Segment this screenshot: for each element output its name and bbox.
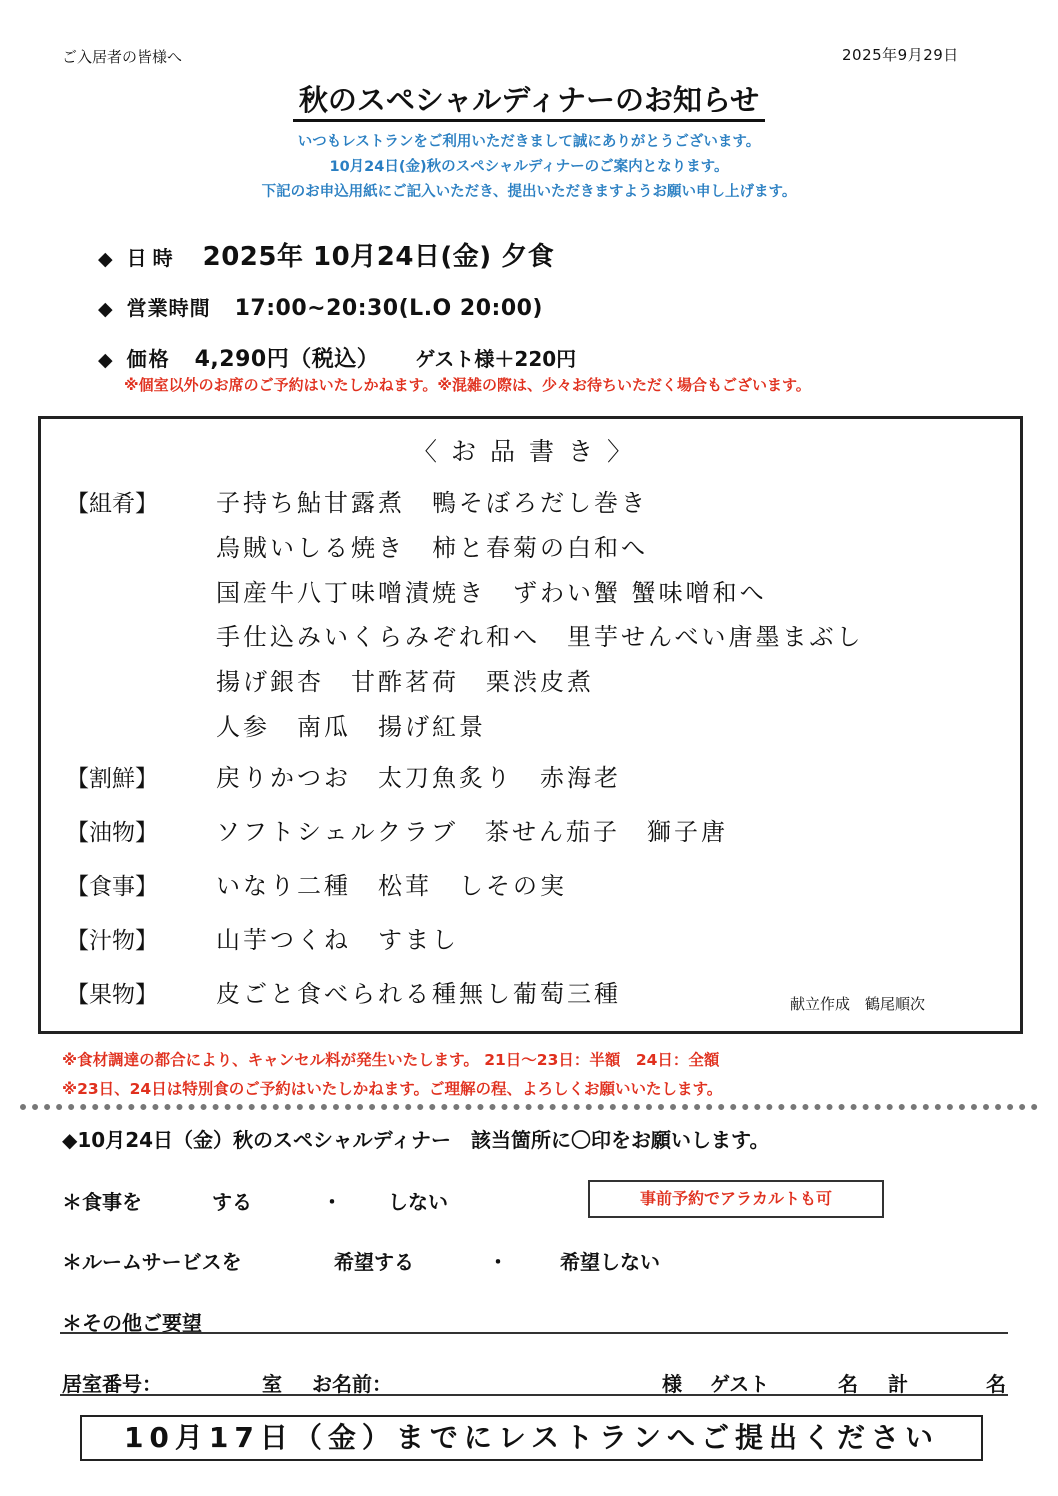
guest-count-unit: 名 [838, 1372, 858, 1396]
menu-item: 戻りかつお 太刀魚炙り 赤海老 [216, 764, 621, 792]
reservation-note: ※23日、24日は特別食のご予約はいたしかねます。ご理解の程、よろしくお願いいたします。 [62, 1080, 723, 1098]
info-datetime [98, 236, 554, 273]
room-suffix: 室 [262, 1372, 282, 1396]
info-price [98, 342, 576, 373]
guest-price: ゲスト様＋220円 [415, 347, 577, 371]
form-title: ◆10月24日（金）秋のスペシャルディナー 該当箇所に〇印をお願いします。 [62, 1128, 770, 1152]
hours-value: 17:00~20:30(L.O 20:00) [234, 296, 543, 321]
info-hours [98, 292, 543, 321]
datetime-label: 日時 [126, 246, 179, 270]
menu-author: 献立作成 鶴尾順次 [790, 995, 926, 1013]
room-service-label: ＊ルームサービスを [62, 1250, 242, 1274]
meal-yes-option[interactable]: する [212, 1190, 252, 1214]
diamond-icon: ◆ [98, 248, 113, 270]
intro-line: 下記のお申込用紙にご記入いただき、提出いただきますようお願い申し上げます。 [261, 184, 797, 200]
sama-label: 様 [662, 1372, 682, 1396]
diamond-icon: ◆ [98, 349, 113, 371]
price-label: 価格 [126, 347, 171, 371]
menu-item: 烏賊いしる焼き 柿と春菊の白和へ [216, 534, 648, 562]
menu-item: 山芋つくね すまし [216, 926, 459, 954]
intro-line: いつもレストランをご利用いただきまして誠にありがとうございます。 [297, 134, 761, 150]
menu-item: 皮ごと食べられる種無し葡萄三種 [216, 980, 621, 1008]
menu-heading: 〈お品書き〉 [411, 437, 646, 466]
meal-no-option[interactable]: しない [388, 1190, 448, 1214]
hours-label: 営業時間 [126, 296, 211, 320]
total-count-unit: 名 [986, 1372, 1006, 1396]
cut-line [20, 1104, 1038, 1110]
menu-item: いなり二種 松茸 しその実 [216, 872, 567, 900]
menu-item: 人参 南瓜 揚げ紅景 [216, 713, 486, 741]
menu-item: ソフトシェルクラブ 茶せん茄子 獅子唐 [216, 818, 729, 846]
menu-item: 揚げ銀杏 甘酢茗荷 栗渋皮煮 [216, 668, 594, 696]
name-label: お名前： [312, 1372, 392, 1396]
notice-date: 2025年9月29日 [842, 46, 959, 64]
room-service-separator: ・ [488, 1250, 508, 1274]
room-service-no-option[interactable]: 希望しない [560, 1250, 660, 1274]
meal-separator: ・ [322, 1190, 342, 1214]
private-room-note: ※個室以外のお席のご予約はいたしかねます。※混雑の際は、少々お待ちいただく場合もございます。 [124, 376, 811, 394]
menu-category: 【食事】 [66, 874, 158, 900]
menu-item: 手仕込みいくらみぞれ和へ 里芋せんべい唐墨まぶし [216, 623, 864, 651]
meal-label: ＊食事を [62, 1190, 142, 1214]
submission-deadline: 10月17日（金）までにレストランへご提出ください [80, 1415, 983, 1461]
menu-item: 国産牛八丁味噌漬焼き ずわい蟹 蟹味噌和へ [216, 579, 767, 607]
intro-text [0, 130, 1058, 205]
menu-category: 【油物】 [66, 820, 158, 846]
page-title [0, 78, 1058, 119]
alacarte-note: 事前予約でアラカルトも可 [588, 1180, 884, 1218]
menu-category: 【果物】 [66, 982, 158, 1008]
diamond-icon: ◆ [98, 298, 113, 320]
intro-line: 10月24日(金)秋のスペシャルディナーのご案内となります。 [329, 159, 729, 175]
cancel-note: ※食材調達の都合により、キャンセル料が発生いたします。 21日～23日：半額 24日：全額 [62, 1051, 720, 1069]
room-number-label: 居室番号： [62, 1372, 162, 1396]
price-value: 4,290円（税込） [194, 347, 380, 372]
room-service-yes-option[interactable]: 希望する [334, 1250, 414, 1274]
other-requests-label: ＊その他ご要望 [62, 1311, 202, 1335]
menu-category: 【組肴】 [66, 491, 158, 517]
menu-category: 【割鮮】 [66, 766, 158, 792]
total-label: 計 [888, 1372, 908, 1396]
recipient-label: ご入居者の皆様へ [62, 48, 183, 66]
title-text: 秋のスペシャルディナーのお知らせ [293, 83, 765, 122]
datetime-value: 2025年 10月24日(金) 夕食 [202, 242, 555, 272]
guest-label: ゲスト [710, 1372, 770, 1396]
other-requests-line[interactable] [60, 1332, 1008, 1334]
menu-item: 子持ち鮎甘露煮 鴨そぼろだし巻き [216, 489, 648, 517]
info-line[interactable] [60, 1394, 1008, 1396]
menu-category: 【汁物】 [66, 928, 158, 954]
